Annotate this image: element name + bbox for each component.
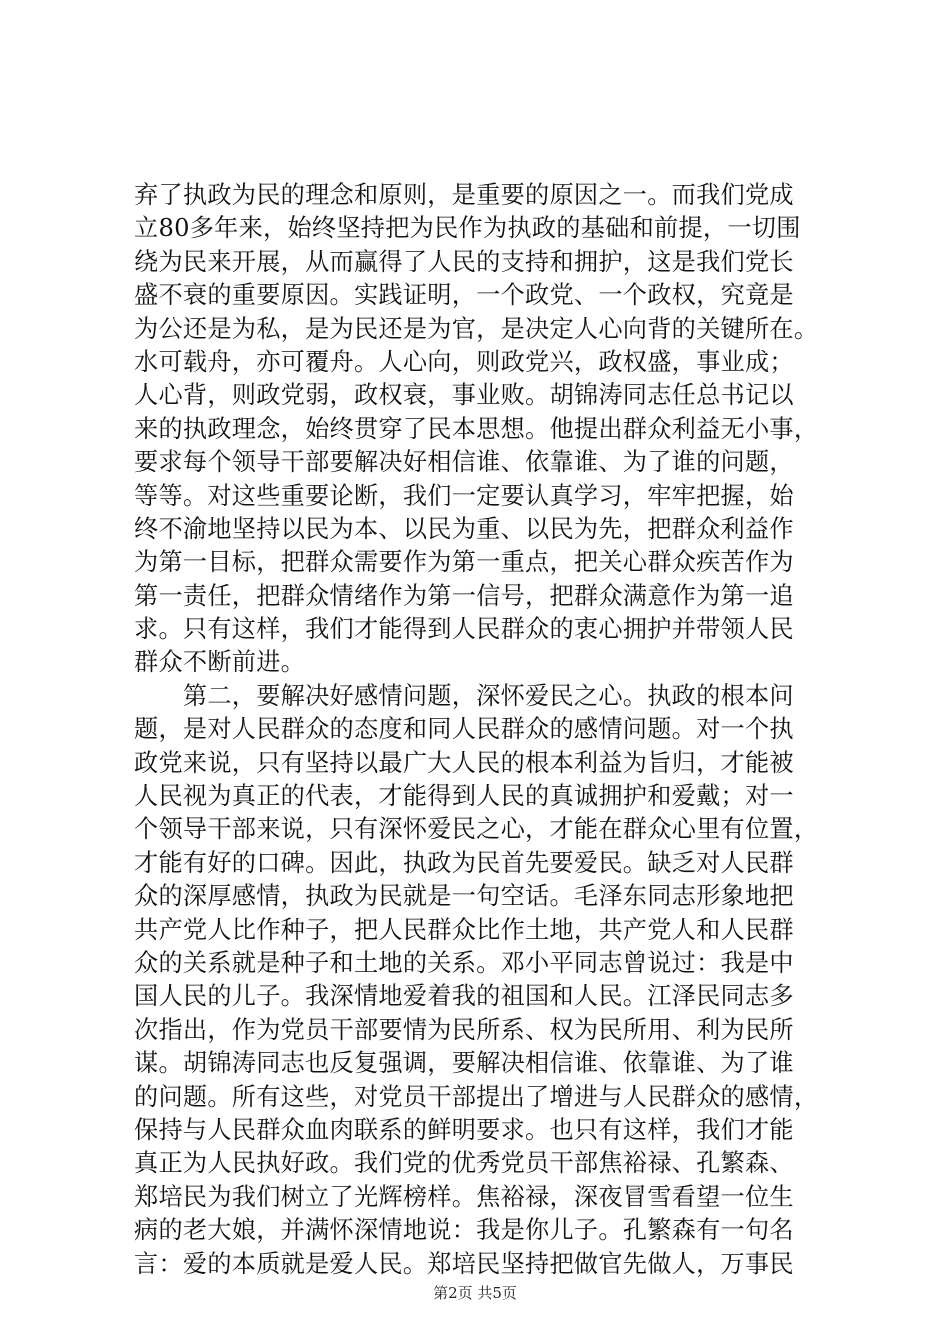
text-line: 病的老大娘，并满怀深情地说：我是你儿子。孔繁森有一句名 [134,1216,794,1245]
text-line: 言：爱的本质就是爱人民。郑培民坚持把做官先做人，万事民 [134,1249,794,1278]
page-number-footer: 第2页 共5页 [433,1284,517,1302]
text-line: 群众不断前进。 [134,648,306,677]
text-line: 郑培民为我们树立了光辉榜样。焦裕禄，深夜冒雪看望一位生 [134,1182,794,1211]
text-line: 水可载舟，亦可覆舟。人心向，则政党兴，政权盛，事业成； [134,347,794,376]
text-line: 求。只有这样，我们才能得到人民群众的衷心拥护并带领人民 [134,615,794,644]
text-line: 个领导干部来说，只有深怀爱民之心，才能在群众心里有位置， [134,815,819,844]
document-body [134,179,834,1281]
text-line: 为公还是为私，是为民还是为官，是决定人心向背的关键所在。 [134,314,819,343]
text-line: 来的执政理念，始终贯穿了民本思想。他提出群众利益无小事， [134,414,819,443]
text-line: 第二，要解决好感情问题，深怀爱民之心。执政的根本问 [134,681,794,710]
text-line: 弃了执政为民的理念和原则，是重要的原因之一。而我们党成 [134,181,794,209]
text-line: 众的深厚感情，执政为民就是一句空话。毛泽东同志形象地把 [134,882,794,911]
text-line: 真正为人民执好政。我们党的优秀党员干部焦裕禄、孔繁森、 [134,1149,794,1178]
text-line: 政党来说，只有坚持以最广大人民的根本利益为旨归，才能被 [134,748,794,777]
text-line: 人心背，则政党弱，政权衰，事业败。胡锦涛同志任总书记以 [134,381,794,410]
text-line: 第一责任，把群众情绪作为第一信号，把群众满意作为第一追 [134,581,794,610]
text-line: 终不渝地坚持以民为本、以民为重、以民为先，把群众利益作 [134,514,794,543]
text-line: 人民视为真正的代表，才能得到人民的真诚拥护和爱戴；对一 [134,782,794,811]
text-line: 立80多年来，始终坚持把为民作为执政的基础和前提，一切围 [134,214,801,243]
text-line: 绕为民来开展，从而赢得了人民的支持和拥护，这是我们党长 [134,247,794,276]
text-line: 要求每个领导干部要解决好相信谁、依靠谁、为了谁的问题， [134,448,794,477]
text-line: 题，是对人民群众的态度和同人民群众的感情问题。对一个执 [134,715,794,744]
text-line: 保持与人民群众血肉联系的鲜明要求。也只有这样，我们才能 [134,1115,794,1144]
text-line: 谋。胡锦涛同志也反复强调，要解决相信谁、依靠谁、为了谁 [134,1049,794,1078]
text-line: 的问题。所有这些，对党员干部提出了增进与人民群众的感情， [134,1082,819,1111]
text-line: 等等。对这些重要论断，我们一定要认真学习，牢牢把握，始 [134,481,794,510]
text-line: 为第一目标，把群众需要作为第一重点，把关心群众疾苦作为 [134,548,794,577]
text-line: 盛不衰的重要原因。实践证明，一个政党、一个政权，究竟是 [134,281,794,310]
text-line: 众的关系就是种子和土地的关系。邓小平同志曾说过：我是中 [134,948,794,977]
text-line: 共产党人比作种子，把人民群众比作土地，共产党人和人民群 [134,915,794,944]
text-line: 国人民的儿子。我深情地爱着我的祖国和人民。江泽民同志多 [134,982,794,1011]
text-line: 次指出，作为党员干部要情为民所系、权为民所用、利为民所 [134,1015,794,1044]
text-line: 才能有好的口碑。因此，执政为民首先要爱民。缺乏对人民群 [134,848,794,877]
